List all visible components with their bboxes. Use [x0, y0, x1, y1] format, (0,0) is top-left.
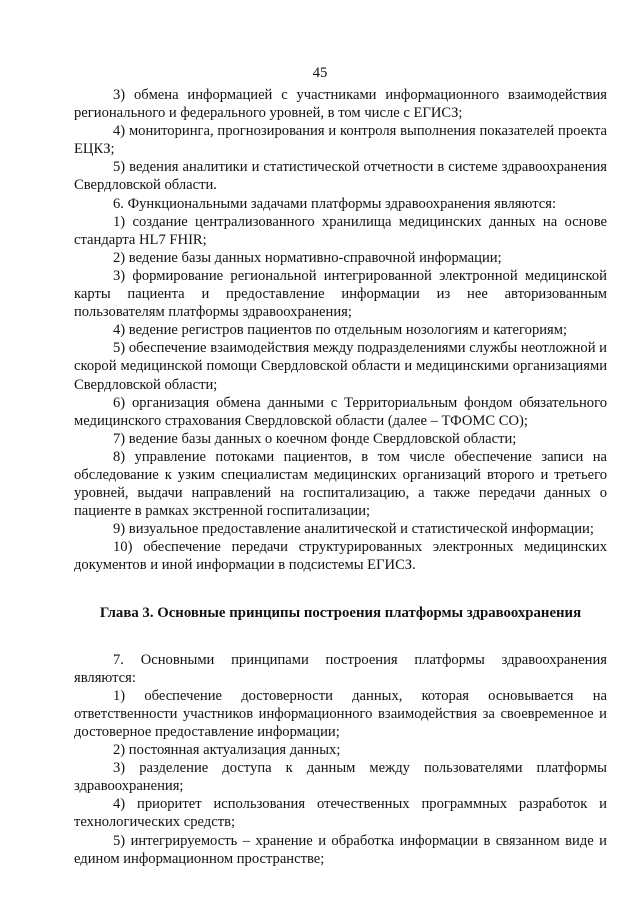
paragraph: 6) организация обмена данными с Территориальным фондом обязательного медицинского страхования Свердловской области (далее – ТФОМС СО); [74, 394, 607, 429]
paragraph: 6. Функциональными задачами платформы здравоохранения являются: [113, 195, 557, 212]
paragraph: 10) обеспечение передачи структурированных электронных медицинских документов и иной информации в подсистемы ЕГИСЗ. [74, 539, 607, 574]
document-body [74, 86, 607, 868]
paragraph: 5) обеспечение взаимодействия между подразделениями службы неотложной и скорой медицинской помощи Свердловской области и медицинскими организациями Свердловской области; [74, 340, 607, 393]
paragraph: 8) управление потоками пациентов, в том числе обеспечение записи на обследование к узким специалистам медицинских организаций второго и третьего уровней, выдачи направлений на госпитализацию, а также передачи данных о пациенте в рамках экстренной госпитализации; [74, 448, 607, 520]
paragraph: 5) ведения аналитики и статистической отчетности в системе здравоохранения Свердловской области. [74, 159, 607, 194]
paragraph: 3) обмена информацией с участниками информационного взаимодействия регионального и федерального уровней, в том числе с ЕГИСЗ; [74, 87, 607, 122]
paragraph: 4) мониторинга, прогнозирования и контроля выполнения показателей проекта ЕЦКЗ; [74, 123, 607, 158]
paragraph: 4) приоритет использования отечественных программных разработок и технологических средств; [74, 796, 607, 831]
page-number: 45 [312, 65, 328, 81]
section-before-heading [74, 86, 607, 575]
paragraph: 7) ведение базы данных о коечном фонде Свердловской области; [113, 430, 517, 447]
paragraph: 5) интегрируемость – хранение и обработка информации в связанном виде и едином информационном пространстве; [74, 832, 607, 867]
paragraph: 4) ведение регистров пациентов по отдельным нозологиям и категориям; [113, 322, 568, 339]
paragraph: 1) обеспечение достоверности данных, которая основывается на ответственности участников информационного взаимодействия за своевременное и достоверное предоставление информации; [74, 687, 607, 740]
chapter-heading: Глава 3. Основные принципы построения платформы здравоохранения [99, 604, 582, 621]
section-after-heading [74, 651, 607, 868]
paragraph: 2) постоянная актуализация данных; [113, 742, 341, 759]
paragraph: 2) ведение базы данных нормативно-справочной информации; [113, 249, 502, 266]
paragraph: 9) визуальное предоставление аналитической и статистической информации; [113, 521, 594, 538]
paragraph: 7. Основными принципами построения платформы здравоохранения являются: [74, 651, 607, 686]
paragraph: 3) формирование региональной интегрированной электронной медицинской карты пациента и предоставление информации из нее авторизованным пользователям платформы здравоохранения; [74, 267, 607, 321]
paragraph: 1) создание централизованного хранилища медицинских данных на основе стандарта HL7 FHIR; [74, 213, 607, 248]
paragraph: 3) разделение доступа к данным между пользователями платформы здравоохранения; [74, 760, 607, 795]
